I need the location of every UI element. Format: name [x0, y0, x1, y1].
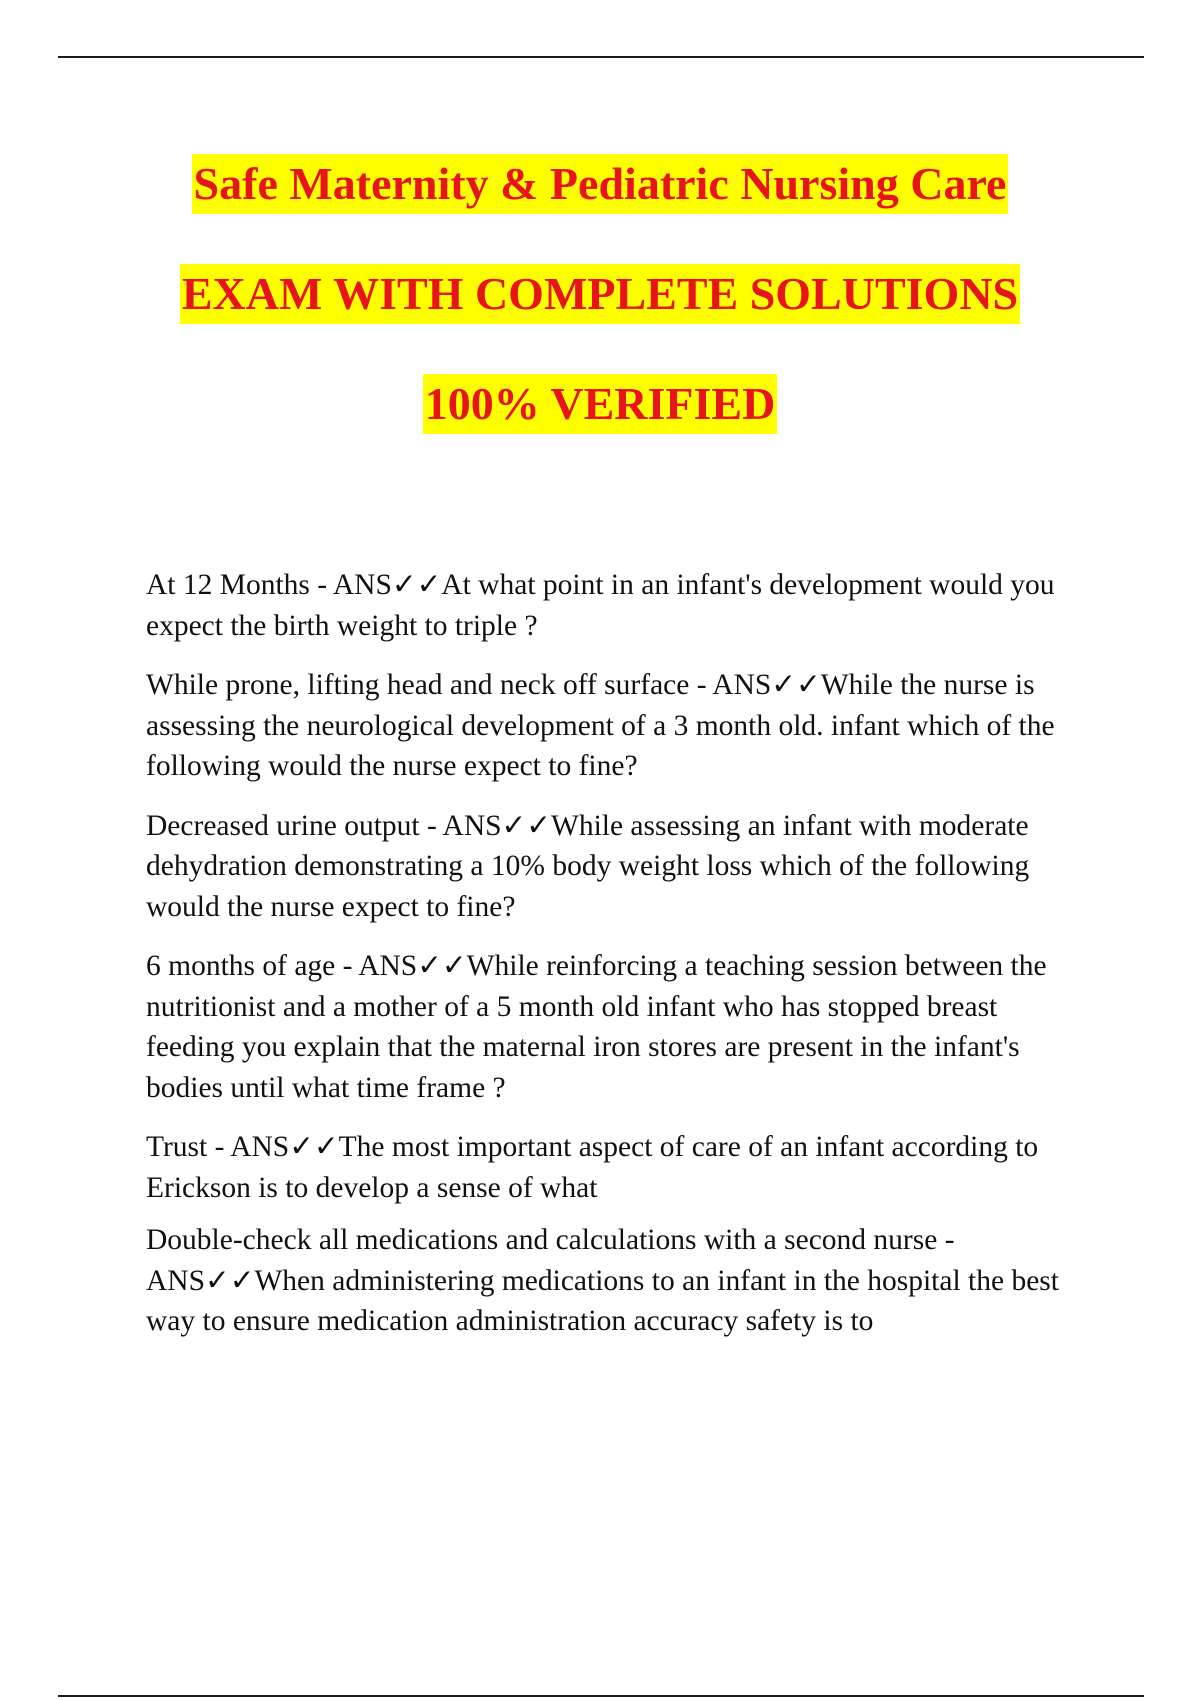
title-line-1-text: Safe Maternity & Pediatric Nursing Care — [192, 154, 1009, 214]
title-line-3-text: 100% VERIFIED — [423, 374, 778, 434]
qa-item-4: 6 months of age - ANS✓✓While reinforcing a teaching session between the nutritionist and a mother of a 5 month old infant who has stopped breast feeding you explain that the maternal iron stores are present in the infant's bodies until what time frame ? — [146, 950, 1047, 1104]
title-line-2-text: EXAM WITH COMPLETE SOLUTIONS — [180, 264, 1020, 324]
title-line-1 — [0, 140, 1200, 250]
top-rule — [58, 56, 1144, 58]
qa-item-6: Double-check all medications and calculations with a second nurse - ANS✓✓When administering medications to an infant in the hospital the best way to ensure medication administration accuracy safety is to — [146, 1224, 1059, 1337]
bottom-rule — [58, 1695, 1144, 1697]
qa-item-1: At 12 Months - ANS✓✓At what point in an infant's development would you expect the birth weight to triple ? — [146, 569, 1055, 642]
title-line-2 — [0, 250, 1200, 360]
title-line-3 — [0, 360, 1200, 470]
question-answer-list — [146, 565, 1091, 1361]
qa-item-5: Trust - ANS✓✓The most important aspect of care of an infant according to Erickson is to develop a sense of what — [146, 1131, 1039, 1204]
qa-item-2: While prone, lifting head and neck off surface - ANS✓✓While the nurse is assessing the neurological development of a 3 month old. infant which of the following would the nurse expect to fine? — [146, 669, 1055, 782]
qa-item-3: Decreased urine output - ANS✓✓While assessing an infant with moderate dehydration demonstrating a 10% body weight loss which of the following would the nurse expect to fine? — [146, 809, 1030, 923]
document-title — [0, 140, 1200, 470]
